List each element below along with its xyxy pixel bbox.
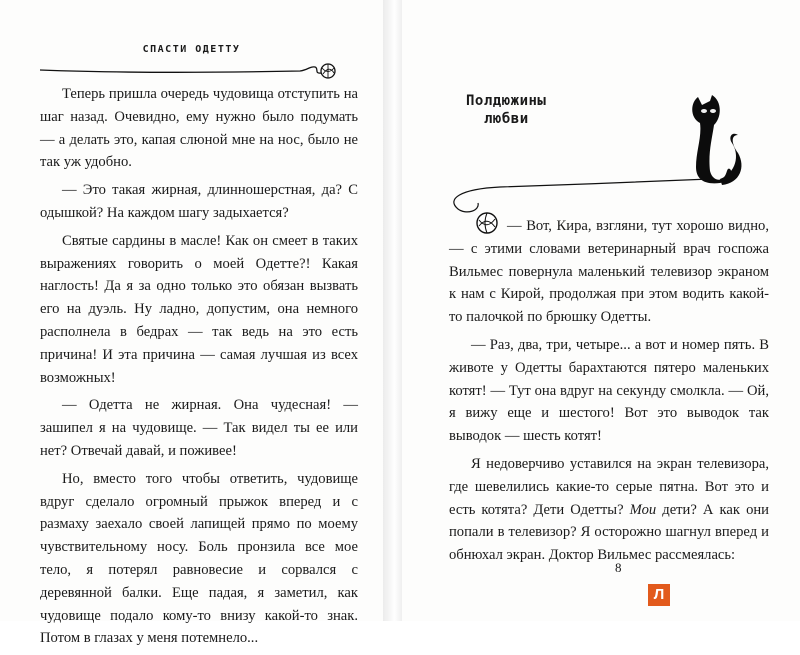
right-page	[402, 0, 800, 621]
page-number: 8	[615, 560, 622, 575]
paragraph: — Вот, Кира, взгляни, тут хорошо видно, — с этими словами ветеринарный врач госпожа Вильмес повернула маленький телевизор экраном к нам с Кирой, продолжая при этом водить какой-то палочкой по брюшку Одетты.	[449, 218, 769, 326]
paragraph: — Это такая жирная, длинношерстная, да? С одышкой? На каждом шагу задыхается?	[40, 182, 358, 221]
chapter-title-line: любви	[484, 111, 529, 127]
publisher-logo-icon: Л	[648, 584, 670, 606]
yarn-ball-rule	[38, 54, 348, 84]
chapter-title-line: Полдюжины	[466, 93, 547, 109]
book-gutter	[383, 0, 402, 621]
paragraph: Но, вместо того чтобы ответить, чудовище вдруг сделало огромный прыжок вперед и с размаху заехало своей лапищей прямо по моему чувствительному носу. Боль пронзила все мое тело, я потерял равновесие и сорвался с деревянной балки. Еще падая, я заметил, как чудовище подало кому-то внизу какой-то знак. Потом в глазах у меня потемнело...	[40, 470, 358, 647]
paragraph	[449, 453, 769, 567]
left-page	[0, 0, 383, 647]
paragraph-text: дети? А как они попали в телевизор? Я осторожно шагнул вперед и обнюхал экран. Доктор Вильмес рассмеялась:	[449, 501, 769, 564]
paragraph-text: Я недоверчиво уставился на экран телевизора, где шевелились какие-то серые пятна. Вот это и есть котята? Дети Одетты?	[449, 455, 769, 518]
emphasized-word: Мои	[629, 501, 657, 518]
running-head: СПАСТИ ОДЕТТУ	[142, 44, 241, 55]
right-body-text	[449, 215, 769, 572]
paragraph: Святые сардины в масле! Как он смеет в таких выражениях говорить о моей Одетте?! Какая наглость! Да я за одно только это обязан вызвать его на дуэль. Ну ладно, допустим, она немного располнела в бедрах — так ведь на это есть причина! И эта причина — самая лучшая из всех возможных!	[40, 232, 358, 386]
paragraph: — Раз, два, три, четыре... а вот и номер пять. В животе у Одетты барахтаются пятеро маленьких котят! — Тут она вдруг на секунду смолкла. — Ой, я вижу еще и шестого! Вот это выводок так выводок — шесть котят!	[449, 336, 769, 445]
left-body-text	[40, 83, 358, 655]
black-cat-illustration	[440, 93, 770, 218]
paragraph: — Одетта не жирная. Она чудесная! — зашипел я на чудовище. — Так видел ты ее или нет? Отвечай давай, и поживее!	[40, 397, 358, 459]
paragraph: Теперь пришла очередь чудовища отступить на шаг назад. Очевидно, ему нужно было подумать — а делать это, капая слюной мне на нос, было не так уж удобно.	[40, 86, 358, 171]
